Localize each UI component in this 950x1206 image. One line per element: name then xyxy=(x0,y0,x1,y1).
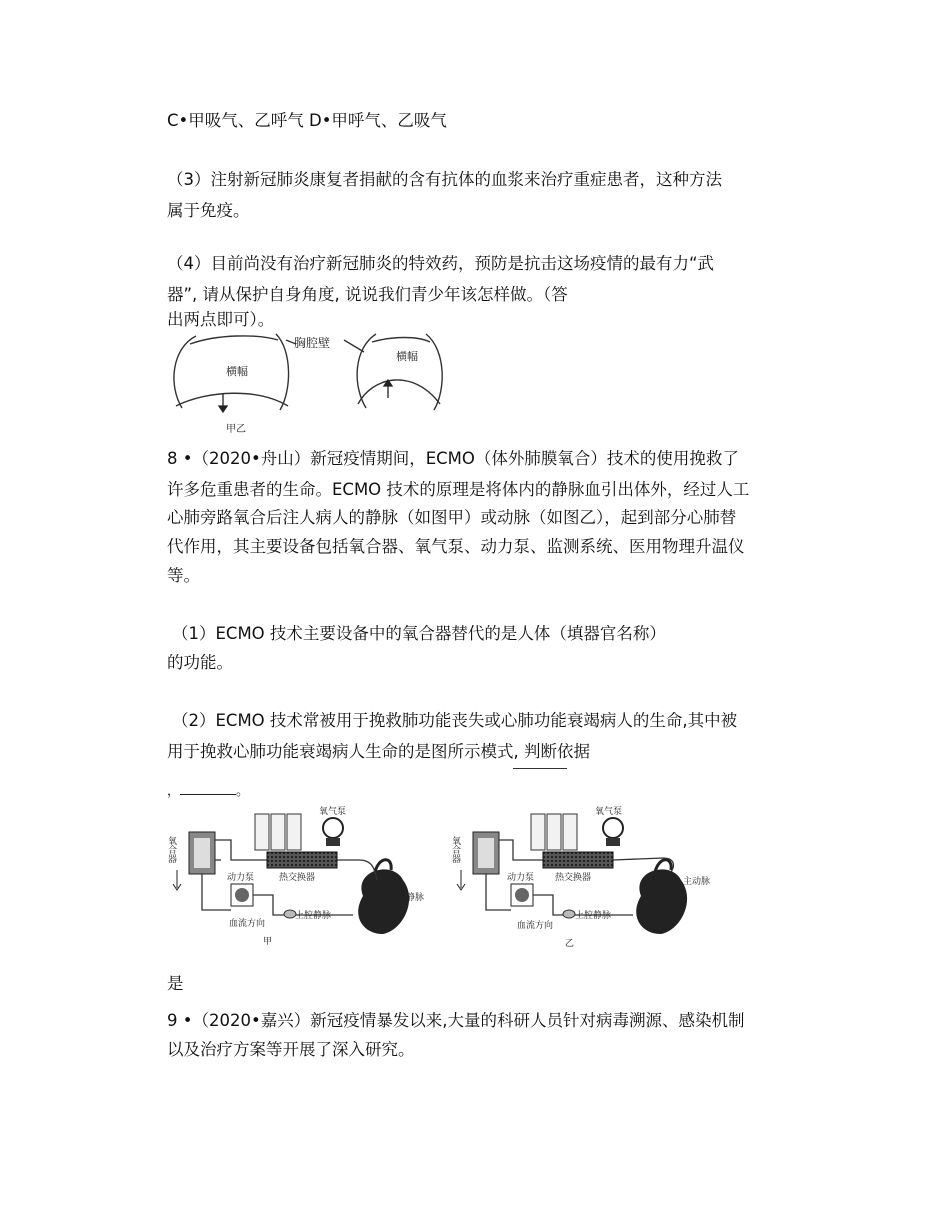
chest-wall-label: 胸腔壁 xyxy=(294,336,331,350)
q8-2-line-4: 是 xyxy=(167,974,184,993)
answer-blank xyxy=(180,780,236,795)
ecmo-diagram xyxy=(163,800,733,950)
q3-line-2: 属于免疫。 xyxy=(167,201,250,220)
oxygenator-label: 氧合器 xyxy=(166,836,176,863)
q8-line-3: 心肺旁路氧合后注人病人的静脉（如图甲）或动脉（如图乙），起到部分心肺替 xyxy=(167,508,737,527)
diaphragm-label-left: 横幅 xyxy=(226,365,248,378)
ecmo-diagram-right xyxy=(450,805,710,949)
q9-line-2: 以及治疗方案等开展了深入研究。 xyxy=(167,1040,415,1059)
vena-cava-label: 上腔静脉 xyxy=(295,911,332,921)
heat-exchanger-label: 热交换器 xyxy=(279,873,316,883)
oxygenator-label: 氧合器 xyxy=(450,836,460,863)
q9-line-1: 9 •（2020•嘉兴）新冠疫情暴发以来,大量的科研人员针对病毒溯源、感染机制 xyxy=(167,1011,745,1030)
q8-2-line-3: ， 。 xyxy=(167,780,249,802)
oxygen-pump-label: 氧气泵 xyxy=(319,807,347,817)
heat-exchanger-label: 热交换器 xyxy=(555,873,592,883)
blood-flow-label: 血流方向 xyxy=(229,919,266,929)
answer-blank xyxy=(513,768,567,769)
figure-caption: 甲乙 xyxy=(226,424,246,434)
q8-line-1: 8 •（2020•舟山）新冠疫情期间，ECMO（体外肺膜氧合）技术的使用挽救了 xyxy=(167,449,739,468)
q8-1-line-2: 的功能。 xyxy=(167,653,233,672)
vessel-label: 主动脉 xyxy=(683,877,711,887)
blood-flow-label: 血流方向 xyxy=(517,921,554,931)
vessel-label: 肺静脉 xyxy=(397,893,425,903)
vena-cava-label: 上腔静脉 xyxy=(575,911,612,921)
power-pump-label: 动力泵 xyxy=(227,873,255,883)
diaphragm-diagram xyxy=(168,330,458,434)
q8-line-4: 代作用，其主要设备包括氧合器、氧气泵、动力泵、监测系统、医用物理升温仪 xyxy=(167,537,745,556)
q8-1-line-1: （1）ECMO 技术主要设备中的氧合器替代的是人体（填器官名称） xyxy=(172,624,666,643)
q4-line-2: 器”, 请从保护自身角度, 说说我们青少年该怎样做。（答 xyxy=(167,285,568,304)
diagram-caption: 甲 xyxy=(263,937,273,947)
oxygen-pump-label: 氧气泵 xyxy=(595,807,623,817)
diaphragm-label-right: 横幅 xyxy=(396,350,418,363)
q4-line-1: （4）目前尚没有治疗新冠肺炎的特效药，预防是抗击这场疫情的最有力“武 xyxy=(167,254,715,273)
ecmo-diagram-left xyxy=(166,805,424,947)
q3-line-1: （3）注射新冠肺炎康复者捐献的含有抗体的血浆来治疗重症患者，这种方法 xyxy=(167,170,722,189)
power-pump-label: 动力泵 xyxy=(507,873,535,883)
q8-line-5: 等。 xyxy=(167,566,200,585)
q4-line-3: 出两点即可）。 xyxy=(167,310,275,329)
q8-line-2: 许多危重患者的生命。ECMO 技术的原理是将体内的静脉血引出体外，经过人工 xyxy=(167,480,750,499)
q8-2-line-2: 用于挽救心肺功能衰竭病人生命的是图所示模式, 判断依据 xyxy=(167,742,590,761)
option-cd: C•甲吸气、乙呼气 D•甲呼气、乙吸气 xyxy=(167,111,447,130)
q8-2-line-1: （2）ECMO 技术常被用于挽救肺功能丧失或心肺功能衰竭病人的生命,其中被 xyxy=(172,711,738,730)
diagram-caption: 乙 xyxy=(565,939,575,949)
